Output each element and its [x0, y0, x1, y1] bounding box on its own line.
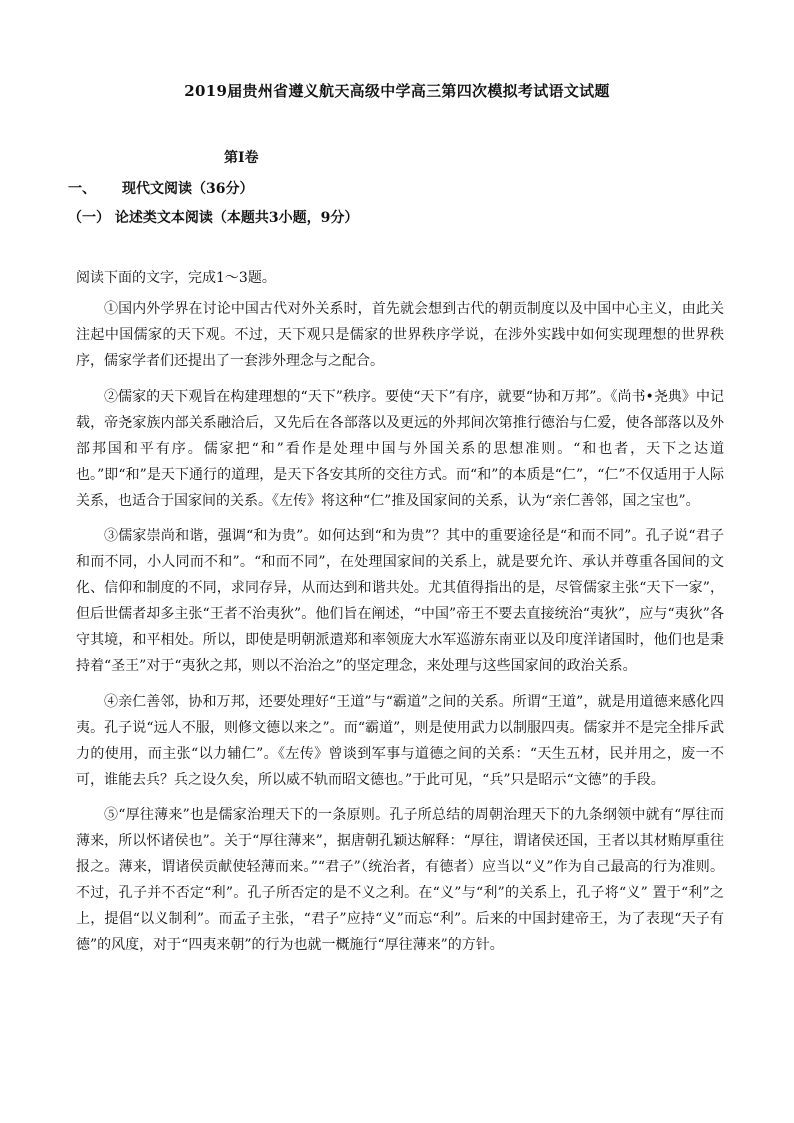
section-title: 现代文阅读（36分） — [122, 181, 254, 197]
paragraph-3: ③儒家崇尚和谐，强调“和为贵”。如何达到“和为贵”？其中的重要途径是“和而不同”。孔子说“君子和而不同，小人同而不和”。“和而不同”，在处理国家间的关系上，就是要允许、承认并尊重各国间的文化、信仰和制度的不同，求同存异，从而达到和谐共处。尤其值得指出的是，尽管儒家主张“天下一家”，但后世儒者却多主张“王者不治夷狄”。他们旨在阐述，“中国”帝王不要去直接统治“夷狄”，应与“夷狄”各守其境，和平相处。所以，即使是明朝派遣郑和率领庞大水军巡游东南亚以及印度洋诸国时，他们也是秉持着“圣王”对于“夷狄之邦，则以不治治之”的坚定理念，来处理与这些国家间的政治关系。 — [76, 528, 724, 675]
subsection-heading: （一） 论述类文本阅读（本题共3小题，9分） — [68, 210, 359, 226]
paragraph-1: ①国内外学界在讨论中国古代对外关系时，首先就会想到古代的朝贡制度以及中国中心主义，由此关注起中国儒家的天下观。不过，天下观只是儒家的世界秩序学说，在涉外实践中如何实现理想的世界秩序，儒家学者们还提出了一套涉外理念与之配合。 — [76, 301, 724, 369]
section-heading-modern-reading — [68, 178, 253, 198]
passage-body — [76, 296, 724, 968]
reading-instruction: 阅读下面的文字，完成1～3题。 — [76, 270, 276, 286]
section-number: 一、 — [68, 181, 96, 197]
volume-heading: 第Ⅰ卷 — [224, 150, 259, 166]
paragraph-2: ②儒家的天下观旨在构建理想的“天下”秩序。要使“天下”有序，就要“协和万邦”。《尚书•尧典》中记载，帝尧家族内部关系融洽后，又先后在各部落以及更远的外邦间次第推行德治与仁爱，使各部落以及外部邦国和平有序。儒家把“和”看作是处理中国与外国关系的思想准则。“和也者，天下之达道也。”即“和”是天下通行的道理，是天下各安其所的交往方式。而“和”的本质是“仁”，“仁”不仅适用于人际关系，也适合于国家间的关系。《左传》将这种“仁”推及国家间的关系，认为“亲仁善邻，国之宝也”。 — [76, 388, 724, 509]
paragraph-5: ⑤“厚往薄来”也是儒家治理天下的一条原则。孔子所总结的周朝治理天下的九条纲领中就有“厚往而薄来，所以怀诸侯也”。关于“厚往薄来”，据唐朝孔颖达解释：“厚往，谓诸侯还国，王者以其材贿厚重往报之。薄来，谓诸侯贡献使轻薄而来。”“君子”（统治者，有德者）应当以“义”作为自己最高的行为准则。不过，孔子并不否定“利”。孔子所否定的是不义之利。在“义”与“利”的关系上，孔子将“义” 置于“利”之上，提倡“以义制利”。而孟子主张，“君子”应持“义”而忘“利”。后来的中国封建帝王，为了表现“天子有德”的风度，对于“四夷来朝”的行为也就一概施行“厚往薄来”的方针。 — [76, 807, 724, 954]
exam-title: 2019届贵州省遵义航天高级中学高三第四次模拟考试语文试题 — [184, 82, 610, 100]
paragraph-4: ④亲仁善邻，协和万邦，还要处理好“王道”与“霸道”之间的关系。所谓“王道”，就是用道德来感化四夷。孔子说“远人不服，则修文德以来之”。而“霸道”，则是使用武力以制服四夷。儒家并不是完全排斥武力的使用，而主张“以力辅仁”。《左传》曾谈到军事与道德之间的关系：“天生五材，民并用之，废一不可，谁能去兵？兵之设久矣，所以威不轨而昭文德也。”于此可见，“兵”只是昭示“文德”的手段。 — [76, 693, 724, 788]
